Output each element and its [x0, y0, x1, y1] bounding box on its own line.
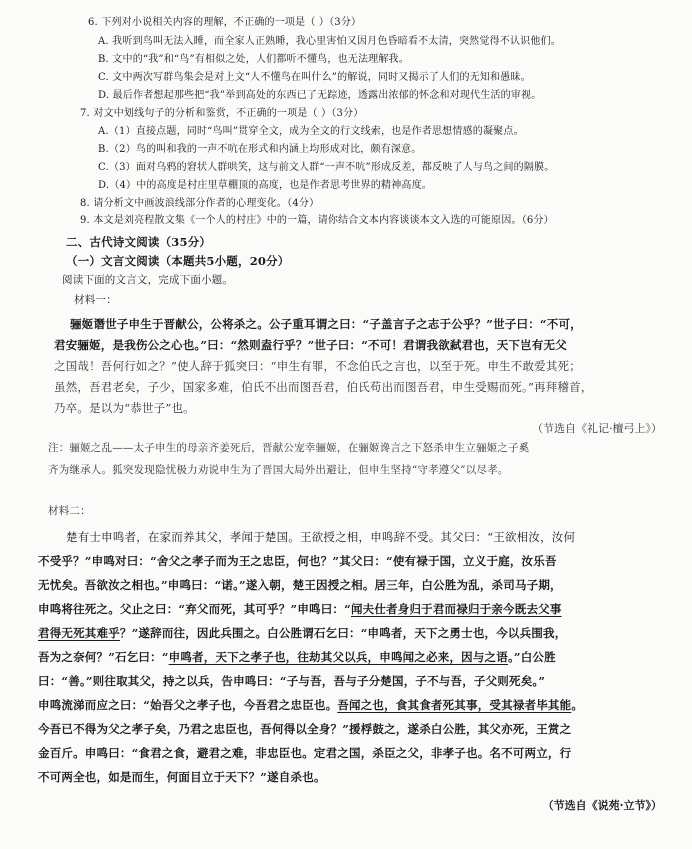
material-1-line: 虽然，吾君老矣，子少，国家多难，伯氏不出而图吾君，伯氏苟出而图吾君，申生受赐而死。”再拜稽首， [54, 380, 593, 394]
underlined-sentence-1: 闻夫仕者身归于君而禄归于亲今既去父事 [350, 602, 562, 616]
section-instruction: 阅读下面的文言文，完成下面小题。 [62, 274, 234, 286]
material-1-label: 材料一： [74, 294, 117, 306]
material-1-line: 骊姬谮世子申生于晋献公，公将杀之。公子重耳谓之曰：“子盖言子之志于公乎？”世子曰：“不可， [70, 317, 582, 331]
material-2-line: 无忧矣。吾欲汝之相也。”申鸣曰：“诺。”遂入朝，楚王因授之相。居三年，白公胜为乱，杀司马子期， [38, 578, 562, 592]
underlined-sentence-1-end: 君得无死其难乎 [38, 626, 120, 640]
material-1-line: 君安骊姬，是我伤公之心也。”曰：“然则盍行乎？”世子曰：“不可！君谓我欲弑君也，天下岂有无父 [54, 338, 567, 352]
material-2-line [38, 625, 566, 641]
material-1-line: 之国哉！吾何行如之？”使人辞于狐突曰：“申生有罪，不念伯氏之言也，以至于死。申生不敢爱其死； [54, 359, 581, 373]
question-6-option-c: C. 文中两次写群鸟集会是对上文“人不懂鸟在叫什么”的解说，同时又揭示了人们的无知和愚昧。 [98, 72, 531, 83]
material-1-note: 齐为继承人。狐突发现隐忧极力劝说申生为了晋国大局外出避让，但申生坚持“守孝遵父”以尽孝。 [48, 464, 509, 476]
material-2-text: 申鸣流涕而应之曰：“始吾父之孝子也，今吾君之忠臣也。 [38, 698, 338, 712]
underlined-sentence-3: 吾闻之也，食其食者死其事，受其禄者毕其能 [337, 698, 572, 712]
material-2-text: 申鸣将往死之。父止之曰：“弃父而死，其可乎？”申鸣曰：“ [38, 602, 351, 616]
question-7-option-a: A.（1）直接点题，同时“鸟叫”贯穿全文，成为全文的行文线索，也是作者思想情感的凝聚点。 [98, 126, 524, 137]
material-2-text: 。 [571, 698, 584, 712]
subsection-title: （一）文言文阅读（本题共5小题，20分） [66, 254, 290, 268]
material-2-line [38, 697, 583, 713]
material-2-line: 今吾已不得为父之孝子矣，乃君之忠臣也，吾何得以全身？”援桴鼓之，遂杀白公胜，其父亦死，王赏之 [38, 722, 572, 736]
material-2-line: 不受乎？”申鸣对曰：“舍父之孝子而为王之忠臣，何也？”其父曰：“使有禄于国，立义于庭，汝乐吾 [38, 554, 557, 568]
material-2-line: 金百斤。申鸣曰：“食君之食，避君之难，非忠臣也。定君之国，杀臣之父，非孝子也。名不可两立，行 [38, 746, 572, 760]
material-2-label: 材料二： [48, 505, 91, 517]
question-9: 9. 本文是刘亮程散文集《一个人的村庄》中的一篇，请你结合文本内容谈谈本文入选的可能原因。（6分） [80, 215, 554, 226]
material-1-source: （节选自《礼记·檀弓上》） [532, 422, 662, 435]
material-1-line: 乃卒。是以为“恭世子”也。 [54, 401, 195, 415]
question-6-option-b: B. 文中的“我”和“鸟”有相似之处，人们都听不懂鸟，也无法理解我。 [98, 54, 409, 65]
question-6-option-d: D. 最后作者想起那些把“我”举到高处的东西已了无踪迹，透露出浓郁的怀念和对现代生活的审视。 [98, 90, 542, 101]
question-7-option-d: D.（4）中的高度是村庄里草棚顶的高度，也是作者思考世界的精神高度。 [98, 180, 433, 191]
question-7-option-b: B.（2）鸟的叫和我的一声不吭在形式和内涵上均形成对比，颇有深意。 [98, 144, 422, 155]
material-2-line: 楚有士申鸣者，在家而养其父，孝闻于楚国。王欲授之相，申鸣辞不受。其父曰：“王欲相汝，汝何 [66, 530, 576, 544]
material-2-source: （节选自《说苑·立节》） [542, 799, 662, 812]
material-2-text: 吾为之奈何？”石乞曰：“ [38, 650, 169, 664]
question-6-stem: 6. 下列对小说相关内容的理解，不正确的一项是（ ）（3分） [88, 17, 362, 28]
material-2-line: 不可两全也，如是而生，何面目立于天下？”遂自杀也。 [38, 770, 326, 784]
material-1-note: 注：骊姬之乱——太子申生的母亲齐姜死后，晋献公宠幸骊姬，在骊姬谗言之下怒杀申生立骊姬之子奚 [48, 442, 530, 454]
question-7-stem: 7. 对文中划线句子的分析和鉴赏，不正确的一项是（ ）（3分） [80, 108, 364, 119]
question-6-option-a: A. 我听到鸟叫无法入睡，而全家人正熟睡，我心里害怕又因月色昏暗看不太清，突然觉得不认识他们。 [98, 36, 561, 47]
underlined-sentence-2: 申鸣者，天下之孝子也，往劫其父以兵，申鸣闻之必来，因与之语 [168, 650, 508, 664]
material-2-text: ？”遂辞而往，因此兵围之。白公胜谓石乞曰：“申鸣者，天下之勇士也，今以兵围我， [119, 626, 567, 640]
material-2-line [38, 601, 562, 617]
question-8: 8. 请分析文中画波浪线部分作者的心理变化。（4分） [80, 198, 320, 209]
material-2-line: 曰：“善。”则往取其父，持之以兵，告申鸣曰：“子与吾，吾与子分楚国，子不与吾，子父则死矣。” [38, 674, 546, 688]
section-title: 二、古代诗文阅读（35分） [66, 235, 212, 249]
material-2-text: 。”白公胜 [507, 650, 556, 664]
material-2-line [38, 649, 556, 665]
question-7-option-c: C.（3）面对乌鸦的窘状人群哄笑，这与前文人群“一声不吭”形成反差，都反映了人与鸟之间的隔膜。 [98, 162, 555, 173]
